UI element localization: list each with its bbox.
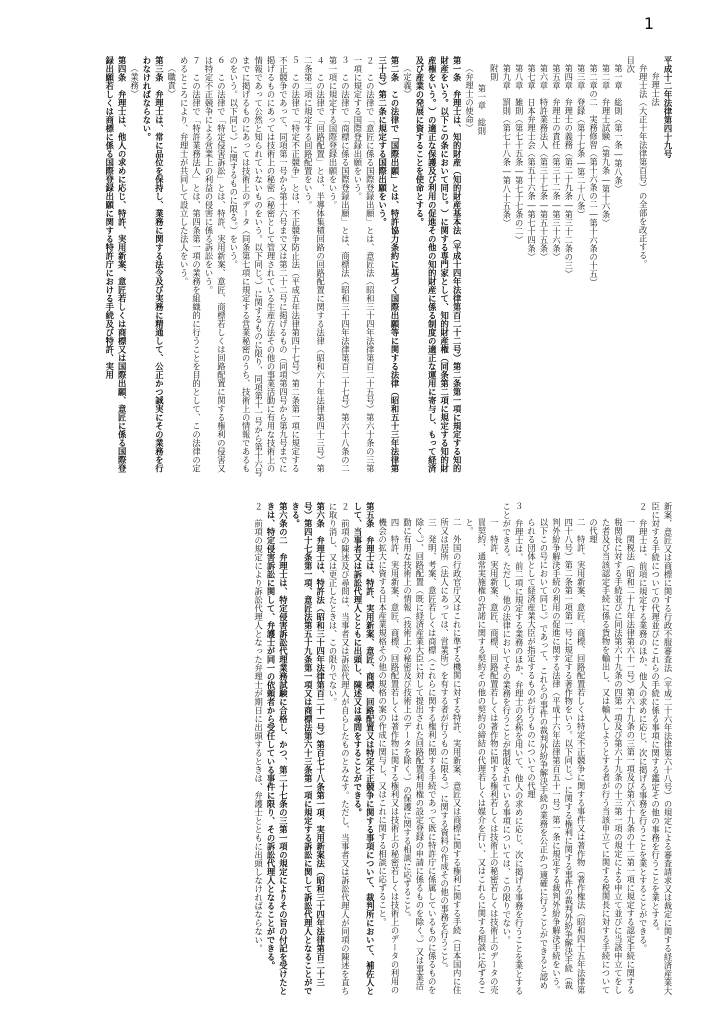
document-body	[56, 56, 674, 996]
page-number: 1	[643, 14, 654, 33]
top-paragraph: （職責）	[166, 64, 177, 98]
bottom-paragraph: 第五条 弁理士は、特許、実用新案、意匠、商標、回路配置又は特定不正競争に関する事項について、裁判所において、補佐人として、当事者又は訴訟代理人とともに出頭し、陳述又は尋問をすることができる。	[352, 502, 376, 995]
bottom-paragraph: 第六条の二 弁理士は、特定侵害訴訟代理業務試験に合格し、かつ、第二十七条の三第一項の規定によりその旨の付記を受けたときは、特定侵害訴訟に関して、弁護士が同一の依頼者から受任している事件に限り、その訴訟代理人となることができる。	[266, 502, 289, 995]
top-paragraph: 第七章 日本弁理士会（第五十六条―第七十四条）	[526, 64, 537, 262]
bottom-paragraph: 第六条 弁理士は、特許法（昭和三十四年法律第百二十一号）第百七十八条第一項、実用新案法（昭和三十四年法律第百二十三号）第四十七条第一項、意匠法第五十九条第一項又は商標法第六十三条第一項に規定する訴訟に関して訴訟代理人となることができる。	[290, 502, 326, 995]
top-paragraph: （業務）	[129, 64, 140, 98]
lower-tier	[56, 502, 674, 996]
bottom-paragraph: 四 特許、実用新案、意匠、商標、回路配置若しくは著作物に関する権利又は技術上の秘密若しくは技術上のデータの利用の機会の拡大に資する日本産業規格その他の規格の案の作成に関与し、又はこれに関する相談に応ずること。	[377, 518, 401, 994]
top-paragraph: 第五章 弁理士の責任（第三十二条―第三十六条）	[551, 64, 562, 262]
bottom-paragraph: ２ 前項の規定により訴訟代理人となった弁理士が期日に出頭するときは、弁護士とともに出頭しなければならない。	[253, 502, 264, 953]
top-paragraph: 第八章 雑則（第七十五条―第七十七条の二）	[514, 64, 525, 245]
top-paragraph: 弁理士法	[650, 72, 661, 106]
bottom-paragraph: 一 関税法（昭和二十九年法律第六十一号）第六十九条の三第一項及び第六十九条の十二第一項に規定する認定手続に関する税関長に対する手続並びに同法第六十九条の四第一項及び第六十九条の十三第一項の規定による申立て並びに当該申立てをした者及び当該認定手続に係る貨物を輸出し、又は輸入しようとする者が行う当該申立てに関する税関長に対する手続についての代理	[588, 518, 636, 994]
top-paragraph: 第二章の二 実務修習（第十六条の二―第十六条の十五）	[588, 64, 599, 287]
top-paragraph: 第三章 登録（第十七条―第二十八条）	[576, 64, 587, 219]
bottom-paragraph: 一 特許、実用新案、意匠、商標、回路配置若しくは著作物に関する権利若しくは技術上の秘密若しくは技術上のデータの売買契約、通常実施権の許諾に関する契約その他の契約の締結の代理若しくは媒介を行い、又はこれらに関する相談に応ずること。	[464, 518, 500, 994]
top-paragraph: 第六章 特許業務法人（第三十七条―第五十五条）	[538, 64, 549, 262]
top-paragraph: 第二条 この法律で「国際出願」とは、特許協力条約に基づく国際出願等に関する法律（昭和五十三年法律第三十号）第二条に規定する国際出願をいう。	[377, 56, 401, 473]
top-paragraph: ７ この法律で「特許業務法人」とは、第四条第一項の業務を組織的に行うことを目的として、この法律の定めるところにより、弁理士が共同して設立した法人をいう。	[179, 56, 202, 473]
bottom-paragraph: ２ 弁理士は、前項に規定する業務のほか、他人の求めに応じ、次に掲げる事務を行うことを業とすることができる。	[638, 502, 649, 953]
top-paragraph: 第九章 罰則（第七十八条―第八十五条）	[501, 64, 512, 228]
bottom-paragraph: ３ 弁理士は、前二項に規定する業務のほか、弁理士の名称を用いて、他人の求めに応じ、次に掲げる事務を行うことを業とすることができる。ただし、他の法律においてその業務を行うことが制限されている事項については、この限りでない。	[501, 502, 525, 995]
upper-tier	[56, 56, 674, 480]
top-paragraph: （弁理士の使命）	[464, 64, 475, 132]
top-paragraph: 第四章 弁理士の義務（第二十九条―第三十二条の三）	[563, 64, 574, 279]
top-paragraph: （定義）	[402, 64, 413, 98]
top-paragraph: ６ この法律で「特定侵害訴訟」とは、特許、実用新案、意匠、商標若しくは回路配置に関する権利の侵害又は特定不正競争による営業上の利益の侵害に係る訴訟をいう。	[203, 56, 227, 473]
bottom-paragraph: ２ 前項の陳述及び尋問は、当事者又は訴訟代理人が自らしたものとみなす。ただし、当事者又は訴訟代理人が同項の陳述を直ちに取り消し、又は更正したときは、この限りでない。	[328, 502, 351, 995]
bottom-paragraph: 新案、意匠又は商標に関する行政不服審査法（平成二十六年法律第六十八号）の規定による審査請求又は裁定に関する経済産業大臣に対する手続についての代理並びにこれらの手続に係る事項に関する鑑定その他の事務を行うことを業とする。	[650, 502, 673, 995]
top-paragraph: 第二章 弁理士試験（第九条―第十六条）	[600, 64, 611, 228]
top-paragraph: 平成十二年法律第四十九号	[663, 56, 673, 158]
top-paragraph: 第四条 弁理士は、他人の求めに応じ、特許、実用新案、意匠若しくは商標又は国際出願、意匠に係る国際登録出願若しくは商標に係る国際登録出願に関する特許庁における手続及び特許、実用	[104, 56, 128, 473]
top-paragraph: 附則	[489, 64, 500, 81]
bottom-paragraph: 二 特許、実用新案、意匠、商標、回路配置若しくは特定不正競争に関する事件又は著作物（著作権法（昭和四十五年法律第四十八号）第二条第一項第一号に規定する著作物をいう。以下同じ。）に関する権利に関する事件の裁判外紛争解決手続（裁判外紛争解決手続の利用の促進に関する法律（平成十六年法律第百五十一号）第一条に規定する裁判外紛争解決手続をいう。以下この号において同じ。）であって、これらの事件の裁判外紛争解決手続の業務を公正かつ適確に行うことができると認められる団体として経済産業大臣が指定するものが行うものについての代理	[526, 518, 587, 994]
top-paragraph: 第三条 弁理士は、常に品位を保持し、業務に関する法令及び実務に精通して、公正かつ誠実にその業務を行わなければならない。	[141, 56, 165, 473]
top-paragraph: ３ この法律で「商標に係る国際登録出願」とは、商標法（昭和三十四年法律第百二十七号）第六十八条の二第一項に規定する国際登録出願をいう。	[328, 56, 351, 473]
lower-tier-text	[56, 502, 674, 996]
top-paragraph: ４ この法律で「回路配置」とは、半導体集積回路の回路配置に関する法律（昭和六十年法律第四十三号）第二条第二項に規定する回路配置をいう。	[303, 56, 326, 473]
top-paragraph: 第一条 弁理士は、知的財産（知的財産基本法（平成十四年法律第百二十二号）第二条第一項に規定する知的財産をいう。以下この条において同じ。）に関する専門家として、知的財産権（同条第二項に規定する知的財産権をいう。）の適正な保護及び利用の促進その他の知的財産に係る制度の適正な運用に寄与し、もって経済及び産業の発展に資することを使命とする。	[414, 56, 463, 473]
top-paragraph: 第一章 総則	[476, 84, 487, 135]
top-paragraph: ５ この法律で「特定不正競争」とは、不正競争防止法（平成五年法律第四十七号）第二条第一項に規定する不正競争であって、同項第一号から第十六号まで又は第二十二号に掲げるもの（同項第四号から第九号までに掲げるものにあっては技術上の秘密（秘密として管理されている生産方法その他の事業活動に有用な技術上の情報であって公然と知られていないものをいう。以下同じ。）に関するものに限り、同項第十一号から第十六号までに掲げるものにあっては技術上のデータ（同条第七項に規定する営業秘密のうち、技術上の情報であるものをいう。以下同じ。）に関するものに限る。）をいう。	[228, 56, 301, 477]
top-paragraph: 目次	[625, 56, 636, 73]
top-paragraph: 第一章 総則（第一条―第八条）	[613, 64, 624, 194]
upper-tier-text	[56, 56, 674, 480]
top-paragraph: 弁理士法（大正十年法律第百号）の全部を改正する。	[638, 64, 649, 268]
bottom-paragraph: 三 発明、考案、意匠若しくは商標（これらに関する権利に関する手続であって既に特許庁に係属しているものに係るものを除く。）、回路配置（既に経済産業大臣に対して提出された回路配置利用権の設定登録の申請に係るものを除く。）又は事業活動に有用な技術上の情報（技術上の秘密及び技術上のデータを除く。）の保護に関する相談に応ずること。	[402, 518, 438, 994]
bottom-paragraph: 二 外国の行政官庁又はこれに準ずる機関に対する特許、実用新案、意匠又は商標に関する権利に関する手続（日本国内に住所又は居所（法人にあっては、営業所）を有する者が行うものに限る。）に関する資料の作成その他の事務を行うこと。	[439, 518, 463, 994]
top-paragraph: ２ この法律で「意匠に係る国際登録出願」とは、意匠法（昭和三十四年法律第百二十五号）第六十条の三第一項に規定する国際登録出願をいう。	[352, 56, 376, 473]
